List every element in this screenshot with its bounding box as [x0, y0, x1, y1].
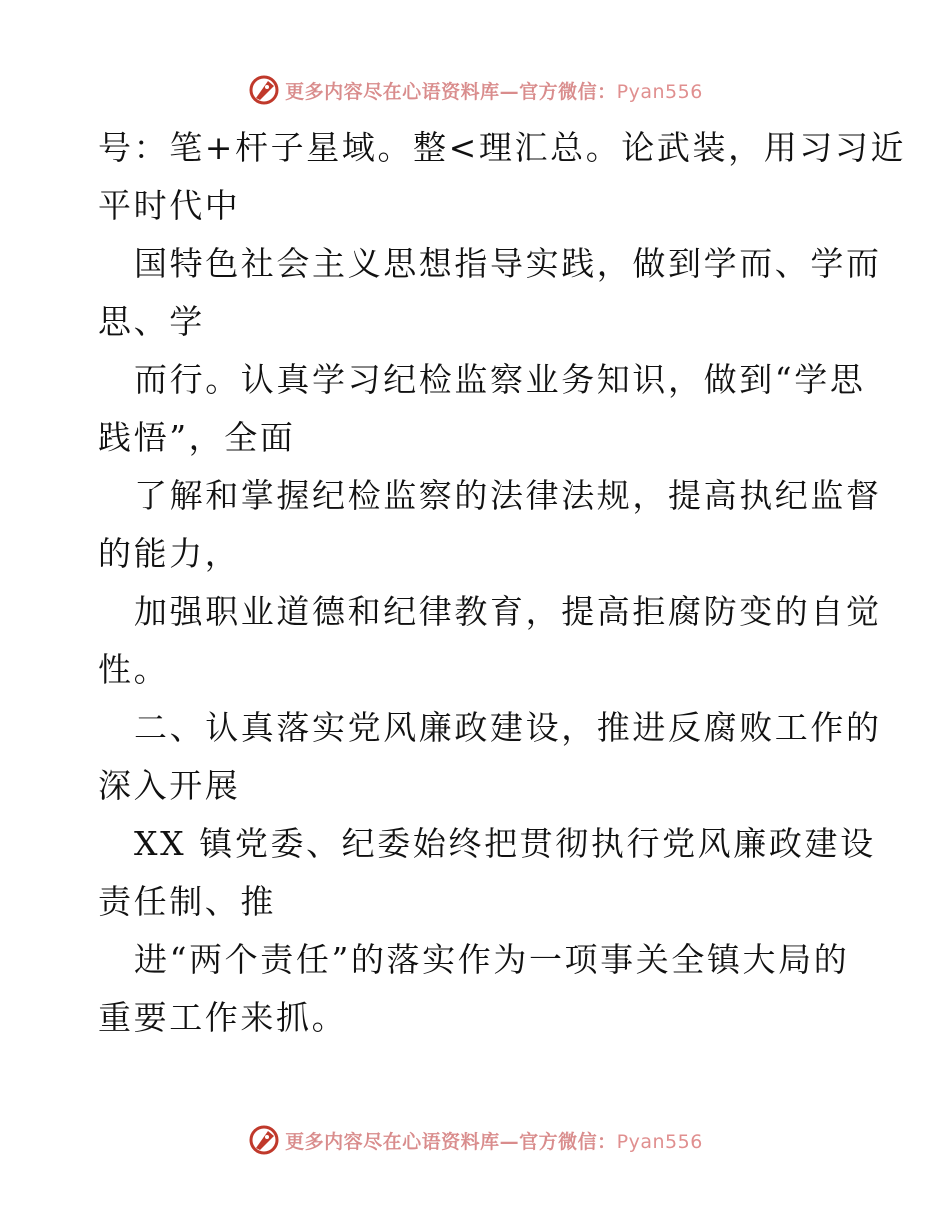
text-line: 进“两个责任”的落实作为一项事关全镇大局的 [134, 940, 850, 979]
document-body [98, 119, 907, 1047]
text-line: XX 镇党委、纪委始终把贯彻执行党风廉政建设 [134, 824, 876, 863]
footer-watermark [0, 1120, 950, 1160]
text-line: 思、学 [98, 302, 205, 341]
watermark-text: 更多内容尽在心语资料库—官方微信：Pyan556 [285, 80, 703, 103]
text-line: 性。 [98, 650, 170, 689]
text-line: 加强职业道德和纪律教育，提高拒腐防变的自觉 [134, 592, 882, 631]
pen-nib-logo-icon [247, 73, 281, 107]
text-line: 践悟”，全面 [98, 418, 296, 457]
text-line: 责任制、推 [98, 882, 276, 921]
text-line: 二、认真落实党风廉政建设，推进反腐败工作的 [134, 708, 882, 747]
text-line: 而行。认真学习纪检监察业务知识，做到“学思 [134, 360, 866, 399]
text-line: 深入开展 [98, 766, 241, 805]
text-line: 重要工作来抓。 [98, 998, 348, 1037]
header-watermark [0, 70, 950, 110]
text-line: 的能力， [98, 534, 241, 573]
watermark-handle: Pyan556 [616, 1130, 703, 1153]
pen-nib-logo-icon [247, 1123, 281, 1157]
text-line: 号：笔+杆子星域。整<理汇总。论武装，用习习近 [98, 128, 907, 167]
watermark-text: 更多内容尽在心语资料库—官方微信：Pyan556 [285, 1130, 703, 1153]
text-line: 了解和掌握纪检监察的法律法规，提高执纪监督 [134, 476, 882, 515]
text-line: 国特色社会主义思想指导实践，做到学而、学而 [134, 244, 882, 283]
text-line: 平时代中 [98, 186, 241, 225]
watermark-handle: Pyan556 [616, 80, 703, 103]
